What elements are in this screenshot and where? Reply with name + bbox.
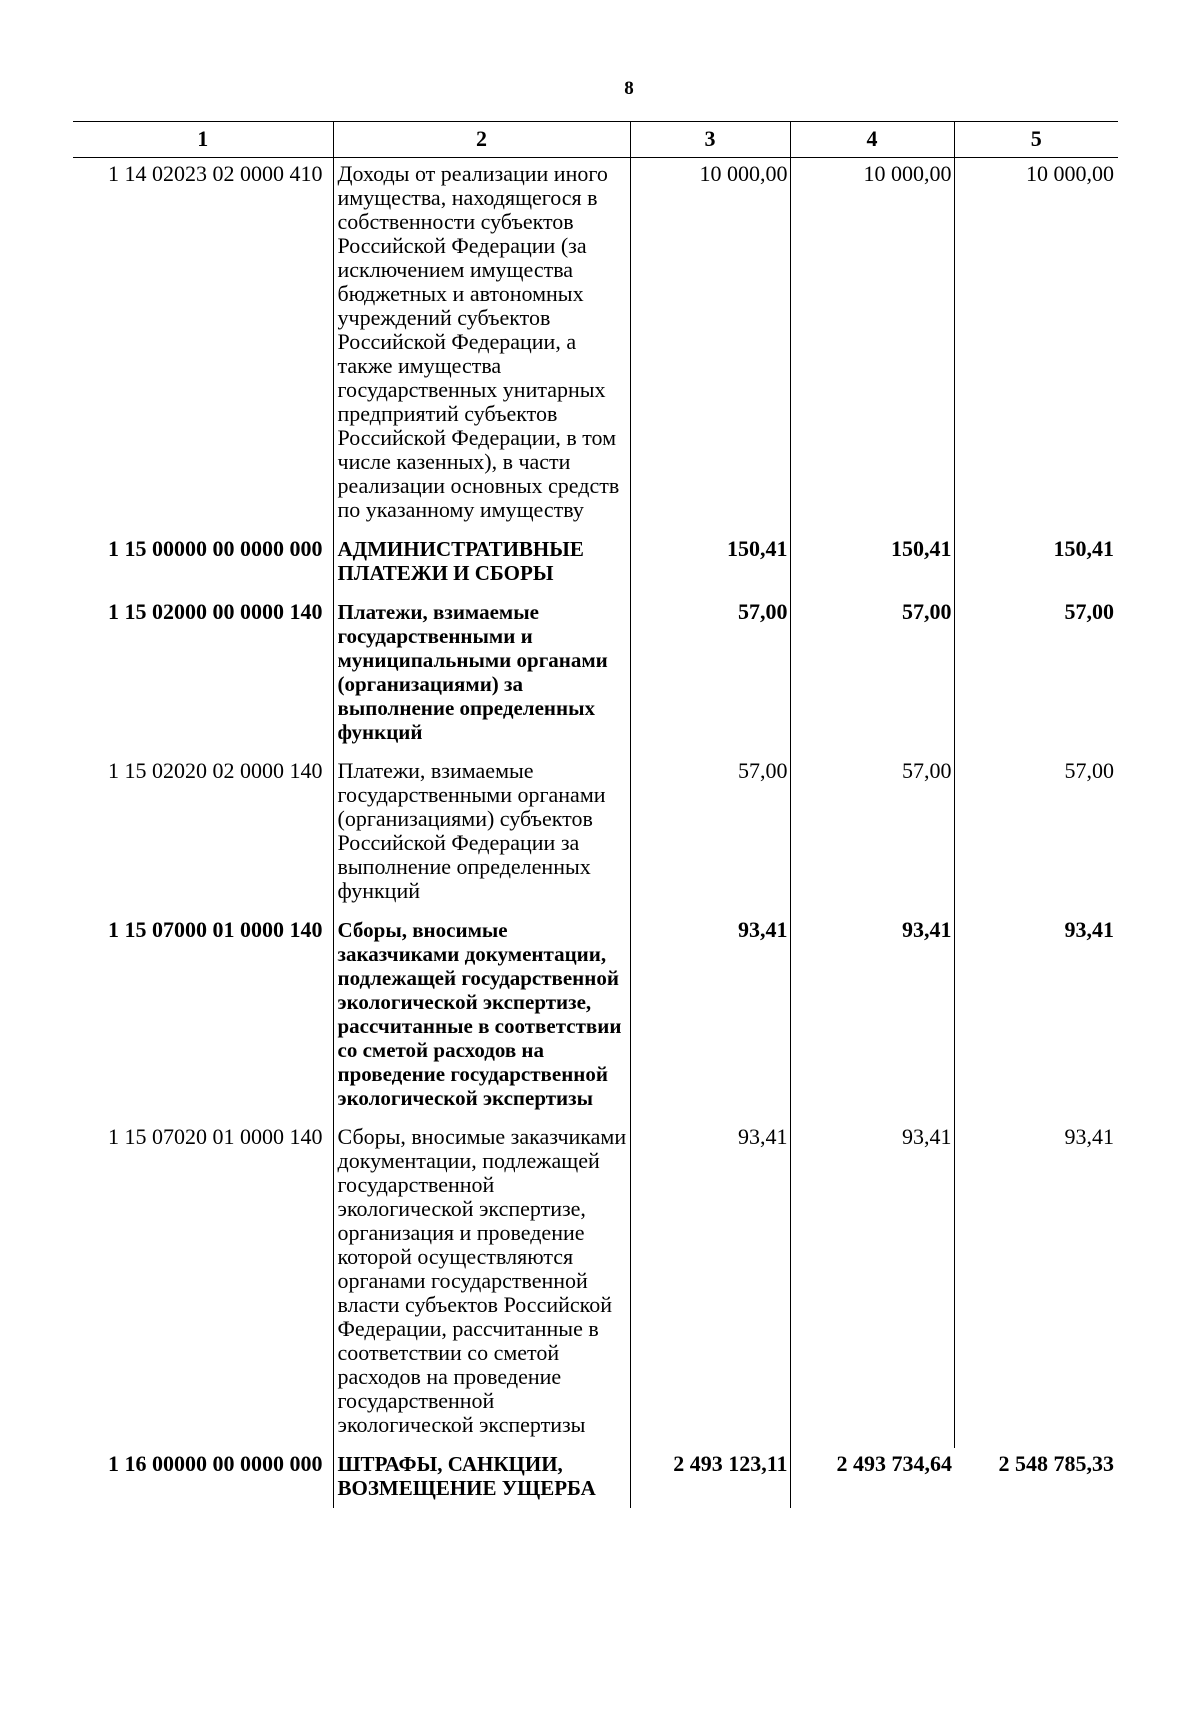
table-row [73,755,1118,914]
amount-col-3: 10 000,00 [630,158,790,534]
column-header-2: 2 [333,122,630,158]
amount-col-5: 93,41 [954,914,1118,1121]
amount-col-3: 93,41 [630,1121,790,1448]
amount-col-4: 2 493 734,64 [790,1448,954,1508]
budget-code: 1 15 07020 01 0000 140 [108,1124,323,1149]
amount-col-3: 2 493 123,11 [630,1448,790,1508]
budget-code: 1 15 00000 00 0000 000 [108,536,323,561]
amount-col-5: 2 548 785,33 [998,1451,1114,1476]
amount-col-5: 57,00 [954,596,1118,755]
amount-col-5: 150,41 [954,533,1118,596]
amount-col-5: 57,00 [954,755,1118,914]
column-header-4: 4 [790,122,954,158]
amount-col-3: 57,00 [630,755,790,914]
revenue-name: Сборы, вносимые заказчиками документации, подлежащей государственной экологической экспертизе, организация и проведение которой осуществляются органами государственной власти субъектов Российской Федерации, рассчитанные в соответствии со сметой расходов на проведение государственной экологической экспертизы [333,1121,630,1448]
header-row [73,122,1118,158]
table-row [73,596,1118,755]
column-header-5: 5 [954,122,1118,158]
amount-col-4: 93,41 [790,914,954,1121]
amount-col-4: 93,41 [790,1121,954,1448]
table-row [73,1448,1118,1508]
column-header-3: 3 [630,122,790,158]
page-number: 8 [624,78,634,99]
revenue-name: ШТРАФЫ, САНКЦИИ, ВОЗМЕЩЕНИЕ УЩЕРБА [333,1448,630,1508]
table-row [73,1121,1118,1448]
revenue-name: Платежи, взимаемые государственными и муниципальными органами (организациями) за выполнение определенных функций [333,596,630,755]
amount-col-4: 57,00 [790,755,954,914]
amount-col-4: 10 000,00 [790,158,954,534]
budget-code: 1 15 07000 01 0000 140 [108,917,323,942]
revenue-name: АДМИНИСТРАТИВНЫЕ ПЛАТЕЖИ И СБОРЫ [333,533,630,596]
amount-col-3: 93,41 [630,914,790,1121]
revenue-table [73,121,1118,1508]
amount-col-5: 93,41 [954,1121,1118,1448]
budget-code: 1 16 00000 00 0000 000 [108,1451,323,1476]
amount-col-3: 150,41 [630,533,790,596]
amount-col-3: 57,00 [630,596,790,755]
table-row [73,914,1118,1121]
revenue-name: Сборы, вносимые заказчиками документации, подлежащей государственной экологической экспертизе, рассчитанные в соответствии со сметой расходов на проведение государственной экологической экспертизы [333,914,630,1121]
budget-code: 1 14 02023 02 0000 410 [108,161,323,186]
column-header-1: 1 [73,122,333,158]
amount-col-4: 57,00 [790,596,954,755]
table-row [73,158,1118,534]
revenue-name: Платежи, взимаемые государственными органами (организациями) субъектов Российской Федерации за выполнение определенных функций [333,755,630,914]
budget-code: 1 15 02020 02 0000 140 [108,758,323,783]
amount-col-4: 150,41 [790,533,954,596]
budget-code: 1 15 02000 00 0000 140 [108,599,323,624]
amount-col-5: 10 000,00 [954,158,1118,534]
table-row [73,533,1118,596]
revenue-name: Доходы от реализации иного имущества, находящегося в собственности субъектов Российской Федерации (за исключением имущества бюджетных и автономных учреждений субъектов Российской Федерации, а также имущества государственных унитарных предприятий субъектов Российской Федерации, в том числе казенных), в части реализации основных средств по указанному имуществу [333,158,630,534]
